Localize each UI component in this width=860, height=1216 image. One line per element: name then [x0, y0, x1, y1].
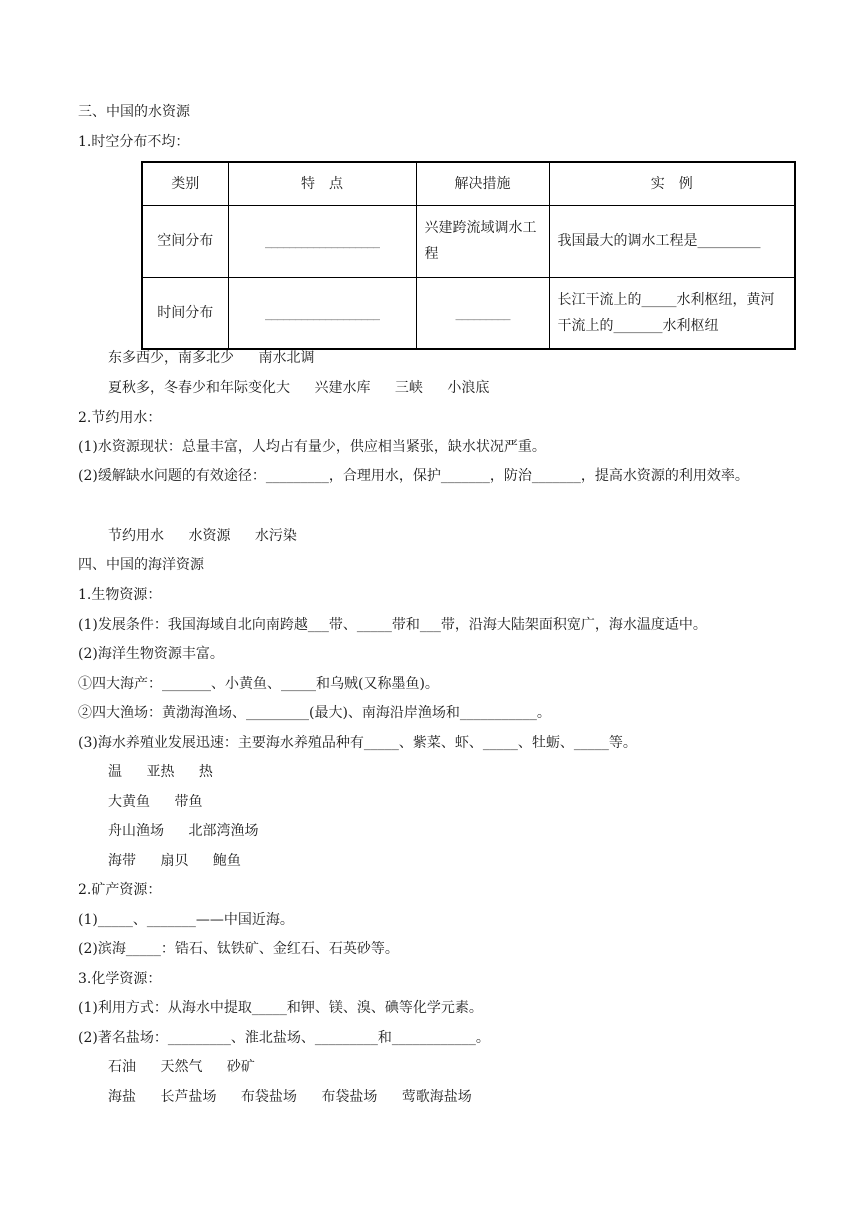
feature-blank: ___________________ — [228, 205, 416, 277]
subsection-bio: 1.生物资源： — [78, 587, 162, 603]
row-example: 我国最大的调水工程是_________ — [549, 205, 795, 277]
answer-item: 天然气 — [160, 1059, 203, 1075]
answer-item: 水污染 — [254, 528, 297, 544]
answer-item: 砂矿 — [226, 1059, 255, 1075]
table-header-row — [142, 162, 795, 205]
row-example: 长江干流上的_____水利枢纽，黄河干流上的_______水利枢纽 — [549, 277, 795, 349]
section-title-water: 三、中国的水资源 — [78, 104, 190, 120]
paragraph: (2)滨海_____：锆石、钛铁矿、金红石、石英砂等。 — [78, 941, 399, 957]
paragraph: (1)发展条件：我国海域自北向南跨越___带、_____带和___带，沿海大陆架面积宽广，海水温度适中。 — [78, 617, 707, 633]
section-title-ocean: 四、中国的海洋资源 — [78, 557, 204, 573]
answer-item: 节约用水 — [108, 528, 164, 544]
water-distribution-table — [141, 161, 796, 350]
answer-line — [108, 762, 828, 782]
answer-item: 小浪底 — [447, 380, 490, 396]
answer-item: 莺歌海盐场 — [401, 1089, 472, 1105]
answer-item: 布袋盐场 — [240, 1089, 297, 1105]
row-category: 空间分布 — [142, 205, 228, 277]
answer-line — [108, 1057, 828, 1077]
answer-item: 三峡 — [394, 380, 423, 396]
header-feature: 特 点 — [228, 162, 416, 205]
answer-item: 东多西少，南多北少 — [108, 350, 234, 366]
paragraph: (1)_____、_______——中国近海。 — [78, 912, 294, 928]
answer-line — [108, 821, 828, 841]
paragraph: ①四大海产：_______、小黄鱼、_____和乌贼(又称墨鱼)。 — [78, 676, 439, 692]
answer-item: 热 — [198, 764, 213, 780]
paragraph: ②四大渔场：黄渤海渔场、_________(最大)、南海沿岸渔场和___________。 — [78, 705, 551, 721]
subsection-chemical: 3.化学资源： — [78, 971, 162, 987]
row-measure: 兴建跨流域调水工程 — [416, 205, 549, 277]
answer-item: 长芦盐场 — [160, 1089, 217, 1105]
answer-line — [108, 1087, 828, 1107]
answer-item: 海盐 — [108, 1089, 136, 1105]
subsection-distribution: 1.时空分布不均： — [78, 134, 190, 150]
measure-blank: _________ — [416, 277, 549, 349]
header-measure: 解决措施 — [416, 162, 549, 205]
paragraph: (1)水资源现状：总量丰富，人均占有量少，供应相当紧张，缺水状况严重。 — [78, 439, 546, 455]
feature-blank: ___________________ — [228, 277, 416, 349]
answer-item: 扇贝 — [160, 853, 189, 869]
answer-line — [108, 348, 828, 368]
row-category: 时间分布 — [142, 277, 228, 349]
answer-item: 海带 — [108, 853, 136, 869]
header-category: 类别 — [142, 162, 228, 205]
answer-line — [108, 526, 828, 546]
table-row — [142, 205, 795, 277]
paragraph: (2)海洋生物资源丰富。 — [78, 646, 224, 662]
answer-line — [108, 792, 828, 812]
subsection-saving: 2.节约用水： — [78, 410, 162, 426]
answer-item: 布袋盐场 — [321, 1089, 378, 1105]
paragraph: (3)海水养殖业发展迅速：主要海水养殖品种有_____、紫菜、虾、_____、牡蛎、_____等。 — [78, 735, 637, 751]
answer-item: 石油 — [108, 1059, 136, 1075]
answer-item: 大黄鱼 — [108, 794, 150, 810]
paragraph: (1)利用方式：从海水中提取_____和钾、镁、溴、碘等化学元素。 — [78, 1000, 483, 1016]
paragraph: (2)缓解缺水问题的有效途径：_________，合理用水，保护_______，防治_______，提高水资源的利用效率。 — [78, 468, 749, 484]
answer-line — [108, 378, 828, 398]
answer-item: 夏秋多，冬春少和年际变化大 — [108, 380, 290, 396]
answer-item: 鲍鱼 — [212, 853, 241, 869]
table-row — [142, 277, 795, 349]
answer-item: 南水北调 — [258, 350, 315, 366]
answer-line — [108, 851, 828, 871]
answer-item: 亚热 — [146, 764, 175, 780]
subsection-mineral: 2.矿产资源： — [78, 882, 162, 898]
answer-item: 舟山渔场 — [108, 823, 164, 839]
answer-item: 水资源 — [188, 528, 231, 544]
header-example: 实 例 — [549, 162, 795, 205]
answer-item: 兴建水库 — [314, 380, 371, 396]
answer-item: 北部湾渔场 — [188, 823, 259, 839]
paragraph: (2)著名盐场：_________、淮北盐场、_________和____________。 — [78, 1030, 490, 1046]
answer-item: 带鱼 — [174, 794, 203, 810]
answer-item: 温 — [108, 764, 122, 780]
